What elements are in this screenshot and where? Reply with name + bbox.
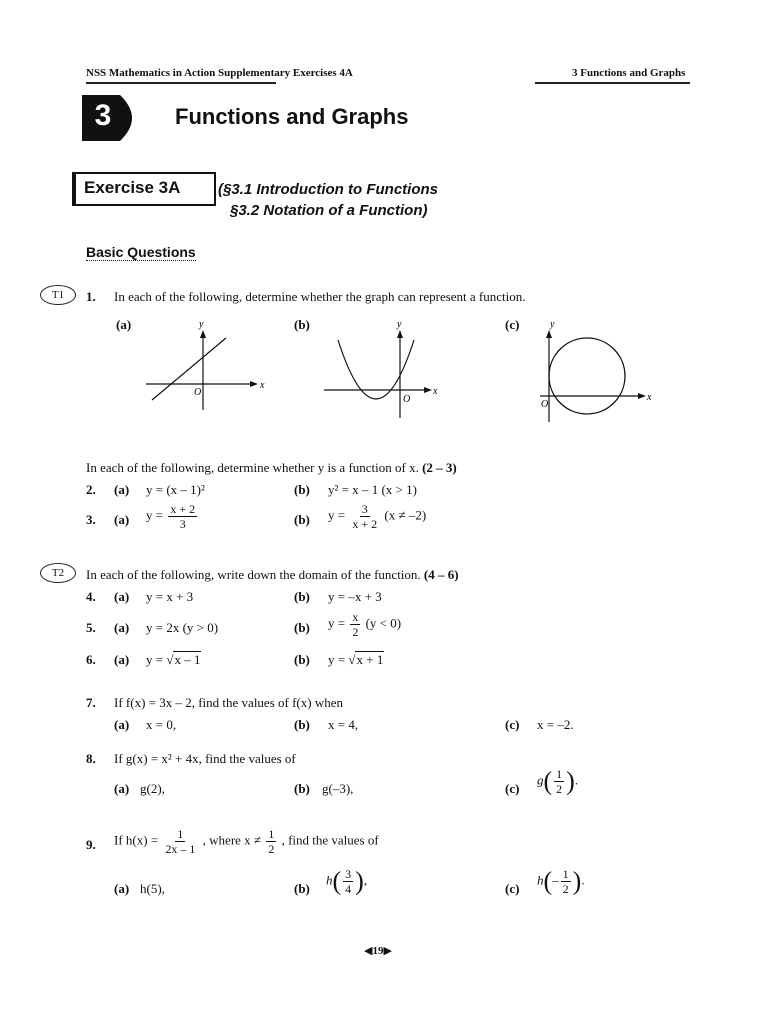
intro-2-3-range: (2 – 3) <box>422 460 457 475</box>
q2-b-label: (b) <box>294 482 310 497</box>
graph-c-y-label: y <box>550 319 555 330</box>
open-paren: ( <box>332 866 342 896</box>
graph-a <box>140 318 270 410</box>
q5-b-den: 2 <box>352 625 359 639</box>
close-paren: ) <box>566 766 575 796</box>
q3-b-num: 3 <box>361 502 368 516</box>
q8-a-label: (a) <box>114 781 130 796</box>
q9-a-label: (a) <box>114 881 130 896</box>
q7-c-expr: x = –2. <box>537 717 574 732</box>
graph-a-x-label: x <box>260 380 265 391</box>
graph-a-origin-label: O <box>194 387 202 398</box>
page-number-value: 19 <box>372 945 384 957</box>
intro-2-3 <box>86 460 457 476</box>
q4-a-expr: y = x + 3 <box>146 589 194 604</box>
exercise-sections-line1: (§3.1 Introduction to Functions <box>218 181 438 198</box>
q3-a-expr <box>146 503 199 530</box>
header-rule-right <box>535 82 690 84</box>
q7-number: 7. <box>86 695 96 710</box>
intro-4-6-range: (4 – 6) <box>423 567 459 582</box>
graph-c-circle <box>549 338 625 414</box>
q9-cond-den: 2 <box>268 842 275 856</box>
q8-number: 8. <box>86 751 96 766</box>
graph-b <box>320 318 450 418</box>
q5-a-expr: y = 2x (y > 0) <box>146 620 219 635</box>
q6-a-label: (a) <box>114 652 130 667</box>
right-arrow-icon: ▶ <box>383 945 392 957</box>
q3-b-fraction <box>350 503 379 530</box>
left-arrow-icon: ◀ <box>364 945 373 957</box>
q9-a-expr: h(5), <box>140 881 165 896</box>
q5-b-label: (b) <box>294 620 310 635</box>
q5-b-num: x <box>352 610 359 624</box>
q8-c-expr <box>537 768 578 795</box>
exercise-box <box>72 172 216 206</box>
q9-b-label: (b) <box>294 881 310 896</box>
q1-text: In each of the following, determine whether the graph can represent a function. <box>114 289 526 304</box>
q6-b-expr <box>328 652 384 668</box>
q5-b-lhs: y = <box>328 615 346 631</box>
q8-c-post: . <box>574 772 579 788</box>
q2-b-expr: y² = x – 1 (x > 1) <box>328 482 417 497</box>
q9-cond-num: 1 <box>268 827 275 841</box>
q6-a-lhs: y = <box>146 652 164 667</box>
intro-4-6-text: In each of the following, write down the domain of the function. <box>86 567 421 582</box>
q7-b-expr: x = 4, <box>328 717 359 732</box>
q8-c-fn: g <box>537 772 544 788</box>
q5-number: 5. <box>86 620 96 635</box>
intro-4-6 <box>86 567 459 583</box>
q8-c-num: 1 <box>556 767 563 781</box>
basic-questions-heading: Basic Questions <box>86 244 196 260</box>
intro-2-3-text: In each of the following, determine whether y is a function of x. <box>86 460 419 475</box>
q2-a-expr: y = (x – 1)² <box>146 482 205 497</box>
q8-b-label: (b) <box>294 781 310 796</box>
graph-a-y-arrow <box>200 330 206 338</box>
q8-b-expr: g(–3), <box>322 781 354 796</box>
q9-pre: If h(x) = <box>114 832 159 848</box>
graph-b-y-arrow <box>397 330 403 338</box>
q1-part-b-label: (b) <box>294 317 310 332</box>
q4-b-expr: y = –x + 3 <box>328 589 382 604</box>
q1-part-a-label: (a) <box>116 317 132 332</box>
graph-c <box>530 318 660 422</box>
q5-b-expr <box>328 611 401 638</box>
q3-a-lhs: y = <box>146 507 164 523</box>
chapter-badge <box>82 95 144 141</box>
q9-c-num: 1 <box>562 867 569 881</box>
exercise-label: Exercise 3A <box>84 178 181 197</box>
q5-b-fraction <box>350 611 360 638</box>
q7-a-expr: x = 0, <box>146 717 177 732</box>
q1-part-c-label: (c) <box>505 317 520 332</box>
q3-a-label: (a) <box>114 512 130 527</box>
close-paren: ) <box>355 866 364 896</box>
graph-c-x-arrow <box>638 393 646 399</box>
q3-b-label: (b) <box>294 512 310 527</box>
q4-number: 4. <box>86 589 96 604</box>
q5-b-condition: (y < 0) <box>365 615 402 631</box>
tag-t1: T1 <box>40 285 76 305</box>
q9-b-num: 3 <box>345 867 352 881</box>
q8-c-den: 2 <box>556 782 563 796</box>
q6-b-label: (b) <box>294 652 310 667</box>
q3-a-den: 3 <box>179 517 186 531</box>
q9-b-den: 4 <box>345 882 352 896</box>
q9-den: 2x – 1 <box>165 842 196 856</box>
tag-t2: T2 <box>40 563 76 583</box>
q7-text: If f(x) = 3x – 2, find the values of f(x) when <box>114 695 343 710</box>
graph-b-x-label: x <box>433 386 438 397</box>
q9-b-fn: h <box>326 872 333 888</box>
q8-a-expr: g(2), <box>140 781 165 796</box>
graph-b-x-arrow <box>424 387 432 393</box>
q9-c-label: (c) <box>505 881 520 896</box>
q7-c-label: (c) <box>505 717 520 732</box>
q4-a-label: (a) <box>114 589 130 604</box>
q7-b-label: (b) <box>294 717 310 732</box>
q9-c-post: . <box>581 872 585 888</box>
graph-b-y-label: y <box>397 319 402 330</box>
q9-b-fraction <box>343 868 353 895</box>
q3-number: 3. <box>86 512 96 527</box>
q6-b-lhs: y = <box>328 652 346 667</box>
q9-c-den: 2 <box>562 882 569 896</box>
q9-c-fraction <box>561 868 571 895</box>
q4-b-label: (b) <box>294 589 310 604</box>
q8-c-label: (c) <box>505 781 520 796</box>
q9-b-expr <box>326 868 367 895</box>
q9-c-expr <box>537 868 585 895</box>
q1-number: 1. <box>86 289 96 304</box>
page-number <box>364 944 392 957</box>
close-paren: ) <box>572 866 582 896</box>
running-header-left: NSS Mathematics in Action Supplementary Exercises 4A <box>86 67 353 79</box>
q9-fraction <box>163 828 197 855</box>
open-paren: ( <box>543 866 553 896</box>
q6-a-expr <box>146 652 201 668</box>
q9-cond-fraction <box>266 828 276 855</box>
q6-number: 6. <box>86 652 96 667</box>
q8-c-fraction <box>554 768 564 795</box>
chapter-number: 3 <box>94 99 112 132</box>
exercise-sections-line2: §3.2 Notation of a Function) <box>230 202 428 219</box>
q9-number: 9. <box>86 837 96 852</box>
q3-b-condition: (x ≠ –2) <box>384 507 427 523</box>
q9-c-sign: – <box>552 872 559 888</box>
graph-a-y-label: y <box>199 319 204 330</box>
sqrt-symbol: √ <box>348 652 356 667</box>
q9-b-post: , <box>363 872 368 888</box>
q3-a-fraction <box>168 503 197 530</box>
q3-a-num: x + 2 <box>170 502 196 516</box>
chapter-title: Functions and Graphs <box>175 104 409 129</box>
q2-number: 2. <box>86 482 96 497</box>
sqrt-symbol: √ <box>166 652 174 667</box>
header-rule-left <box>86 82 276 84</box>
graph-c-y-arrow <box>546 330 552 338</box>
q3-b-expr <box>328 503 426 530</box>
q9-c-fn: h <box>537 872 544 888</box>
graph-c-origin-label: O <box>541 399 549 410</box>
open-paren: ( <box>543 766 553 796</box>
q9-mid: , where x ≠ <box>202 832 262 848</box>
q5-a-label: (a) <box>114 620 130 635</box>
q6-a-radicand: x – 1 <box>174 652 201 667</box>
q8-text: If g(x) = x² + 4x, find the values of <box>114 751 296 766</box>
graph-c-x-label: x <box>647 392 652 403</box>
q7-a-label: (a) <box>114 717 130 732</box>
q9-num: 1 <box>177 827 184 841</box>
q2-a-label: (a) <box>114 482 130 497</box>
graph-b-origin-label: O <box>403 394 411 405</box>
q9-post: , find the values of <box>281 832 379 848</box>
running-header-right: 3 Functions and Graphs <box>572 67 686 79</box>
graph-a-x-arrow <box>250 381 258 387</box>
q6-b-radicand: x + 1 <box>356 652 384 667</box>
graph-a-line <box>152 338 226 400</box>
q9-text <box>114 828 379 855</box>
q3-b-lhs: y = <box>328 507 346 523</box>
q3-b-den: x + 2 <box>352 517 378 531</box>
